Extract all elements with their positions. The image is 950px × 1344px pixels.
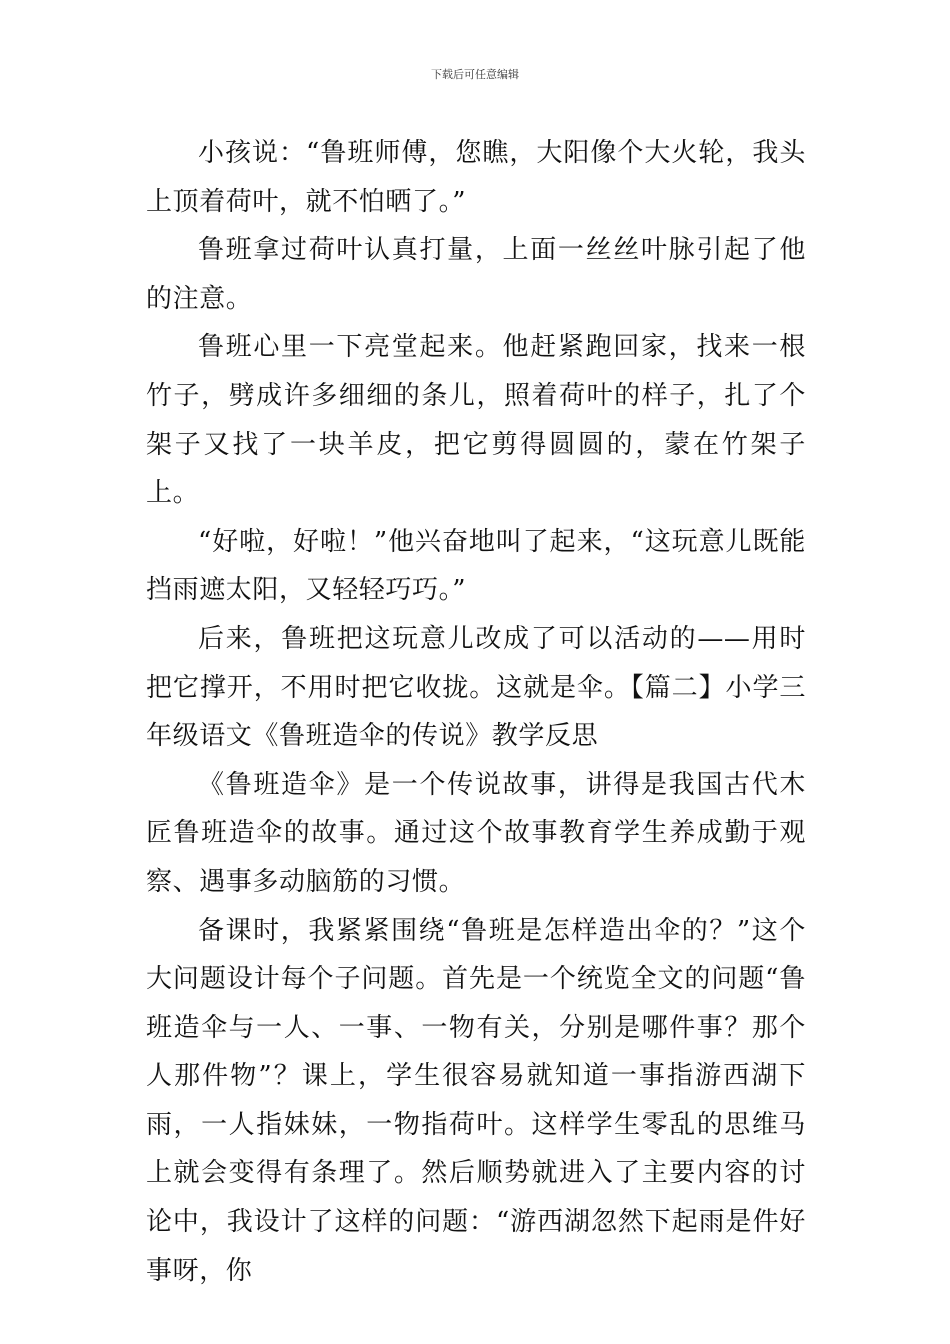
paragraph: “好啦，好啦！”他兴奋地叫了起来，“这玩意儿既能挡雨遮太阳，又轻轻巧巧。”	[146, 526, 806, 606]
paragraph: 后来，鲁班把这玩意儿改成了可以活动的——用时把它撑开，不用时把它收拢。这就是伞。【篇二】小学三年级语文《鲁班造伞的传说》教学反思	[146, 623, 806, 752]
paragraph: 《鲁班造伞》是一个传说故事，讲得是我国古代木匠鲁班造伞的故事。通过这个故事教育学生养成勤于观察、遇事多动脑筋的习惯。	[146, 769, 806, 897]
page-header: 下载后可任意编辑	[431, 68, 519, 81]
paragraph: 备课时，我紧紧围绕“鲁班是怎样造出伞的？”这个大问题设计每个子问题。首先是一个统览全文的问题“鲁班造伞与一人、一事、一物有关，分别是哪件事？那个人那件物”？课上，学生很容易就知道一事指游西湖下雨，一人指妹妹，一物指荷叶。这样学生零乱的思维马上就会变得有条理了。然后顺势就进入了主要内容的讨论中，我设计了这样的问题：“游西湖忽然下起雨是件好事呀，你	[146, 915, 806, 1286]
document-body	[146, 129, 806, 1295]
paragraph: 鲁班拿过荷叶认真打量，上面一丝丝叶脉引起了他的注意。	[146, 235, 806, 314]
paragraph: 小孩说：“鲁班师傅，您瞧，大阳像个大火轮，我头上顶着荷叶，就不怕晒了。”	[146, 138, 806, 217]
paragraph: 鲁班心里一下亮堂起来。他赶紧跑回家，找来一根竹子，劈成许多细细的条儿，照着荷叶的样子，扎了个架子又找了一块羊皮，把它剪得圆圆的，蒙在竹架子上。	[146, 332, 806, 509]
